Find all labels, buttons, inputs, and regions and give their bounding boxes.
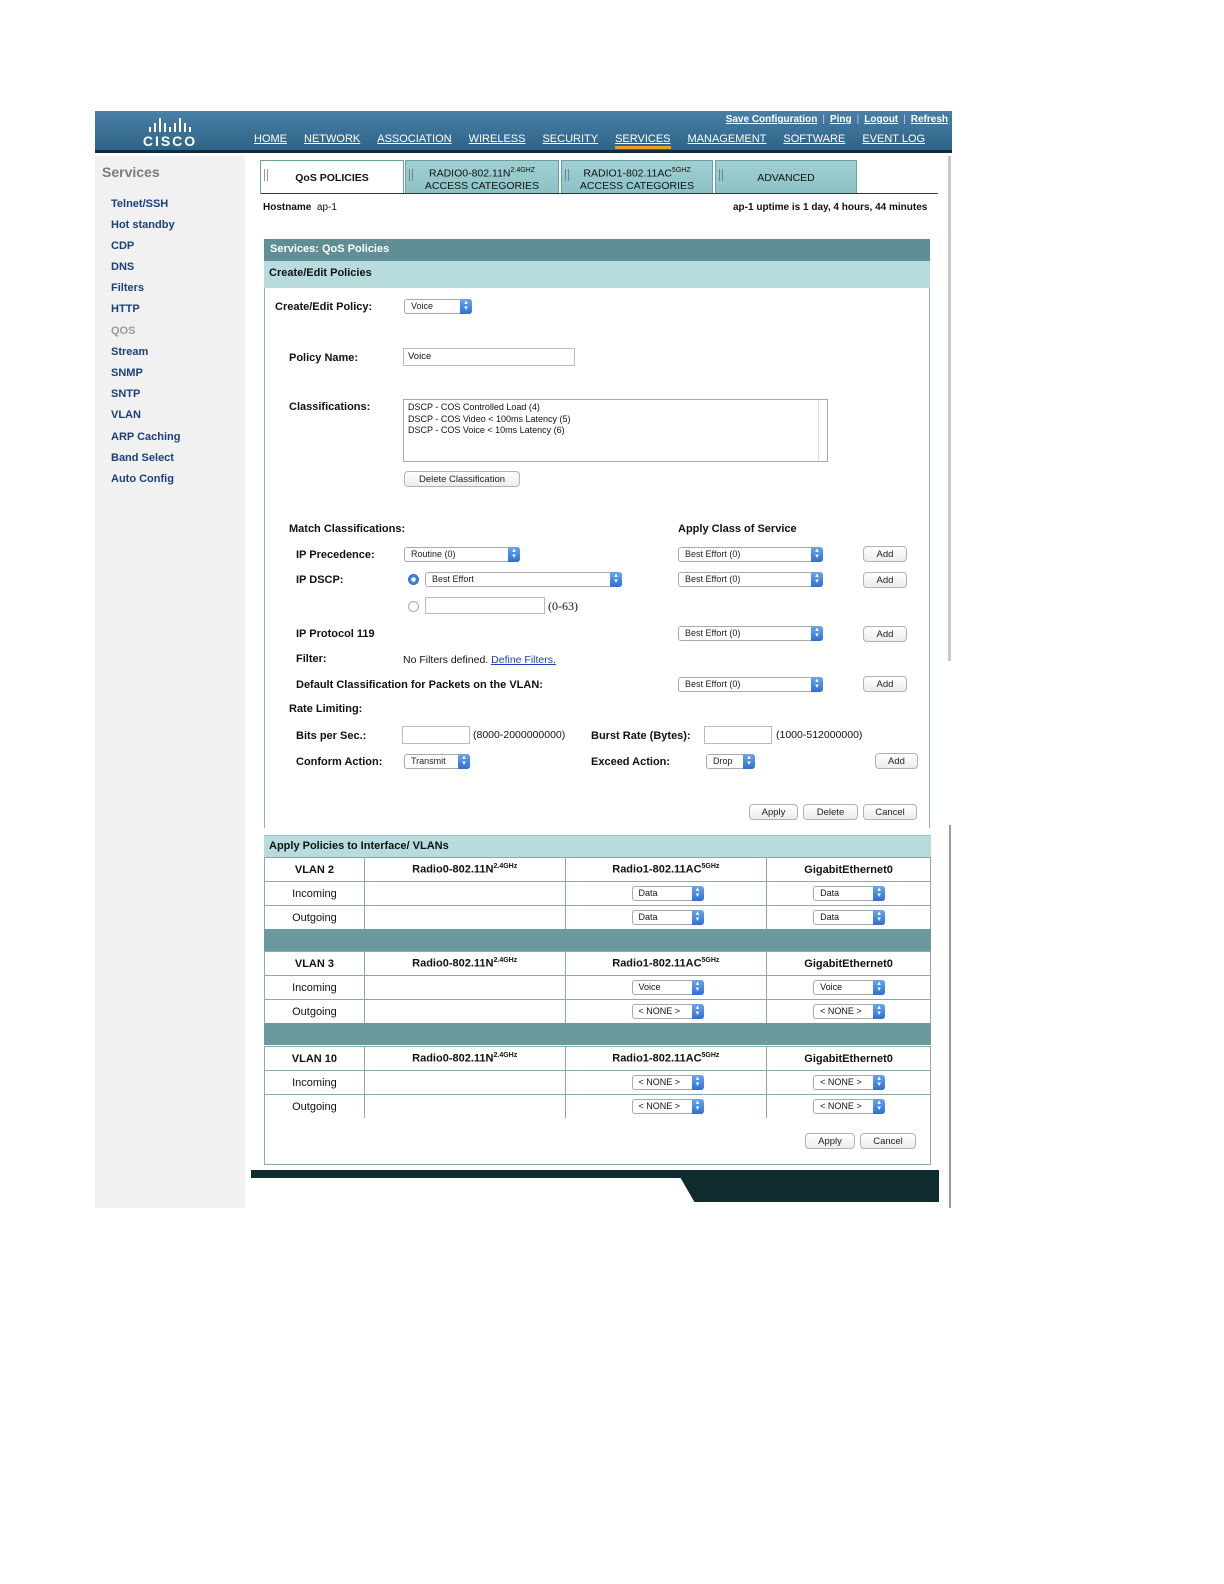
match-classifications-label: Match Classifications: xyxy=(289,523,406,535)
top-links: Save Configuration | Ping | Logout | Refresh xyxy=(725,114,948,125)
radio1-outgoing-cell xyxy=(565,906,767,930)
filter-label: Filter: xyxy=(296,653,327,665)
nav-association[interactable]: ASSOCIATION xyxy=(377,133,452,145)
nav-wireless[interactable]: WIRELESS xyxy=(468,133,526,145)
table-row xyxy=(265,1095,931,1119)
outgoing-label: Outgoing xyxy=(265,1095,365,1119)
uptime-display: ap-1 uptime is 1 day, 4 hours, 44 minutes xyxy=(733,202,928,213)
policy-name-input[interactable]: Voice xyxy=(403,348,575,366)
sidebar-item-stream[interactable]: Stream xyxy=(111,346,149,358)
table-row xyxy=(265,882,931,906)
select-arrows-icon: ▴ ▾ xyxy=(508,547,520,562)
radio1-incoming-value: Voice xyxy=(638,982,661,992)
select-arrows-icon: ▴ ▾ xyxy=(692,886,704,901)
radio0-incoming-cell xyxy=(364,882,565,906)
select-arrows-icon: ▴ ▾ xyxy=(458,754,470,769)
sidebar-item-hot-standby[interactable]: Hot standby xyxy=(111,219,175,231)
radio1-outgoing-cell xyxy=(565,1000,767,1024)
outgoing-label: Outgoing xyxy=(265,1000,365,1024)
tab-radio1-access-categories[interactable] xyxy=(561,160,713,194)
conform-action-value: Transmit xyxy=(411,756,446,766)
classification-item[interactable]: DSCP - COS Video < 100ms Latency (5) xyxy=(408,413,571,424)
tab-advanced-label: ADVANCED xyxy=(757,172,815,184)
col-gig: GigabitEthernet0 xyxy=(767,952,931,976)
col-radio1 xyxy=(565,952,767,976)
radio1-incoming-cell xyxy=(565,882,767,906)
vlan-name: VLAN 3 xyxy=(265,952,365,976)
ip-dscp-select[interactable] xyxy=(425,572,622,587)
create-edit-policy-select[interactable] xyxy=(404,299,472,314)
vlan-separator xyxy=(264,1023,931,1045)
vlan-2-table xyxy=(264,857,931,930)
delete-policy-button[interactable]: Delete xyxy=(803,804,858,820)
select-arrows-icon: ▴ ▾ xyxy=(460,299,472,314)
gig-incoming-value: Data xyxy=(820,888,840,898)
sidebar-item-snmp[interactable]: SNMP xyxy=(111,367,143,379)
cancel-policy-button[interactable]: Cancel xyxy=(863,804,917,820)
vlan-separator xyxy=(264,929,931,951)
top-header xyxy=(95,111,952,153)
gig-outgoing-select[interactable] xyxy=(813,1099,885,1114)
create-edit-policy-label: Create/Edit Policy: xyxy=(275,301,373,313)
col-radio0-band: 2.4GHz xyxy=(493,1052,518,1060)
gig-incoming-cell xyxy=(767,976,931,1000)
cancel-vlan-button[interactable]: Cancel xyxy=(860,1133,916,1149)
policy-name-label: Policy Name: xyxy=(289,352,359,364)
exceed-action-value: Drop xyxy=(713,756,733,766)
add-default-classification-button[interactable]: Add xyxy=(863,676,907,692)
conform-action-select[interactable] xyxy=(404,754,470,769)
gig-incoming-cell xyxy=(767,1071,931,1095)
apply-vlan-button[interactable]: Apply xyxy=(805,1133,855,1149)
tab-radio0-band: 2.4GHZ xyxy=(510,167,536,174)
select-arrows-icon: ▴ ▾ xyxy=(692,1075,704,1090)
ip-dscp-preset-radio[interactable] xyxy=(408,574,419,585)
col-radio0 xyxy=(364,858,565,882)
gig-outgoing-cell xyxy=(767,1095,931,1119)
tab-qos-label: QoS POLICIES xyxy=(295,172,369,184)
classification-item[interactable]: DSCP - COS Controlled Load (4) xyxy=(408,402,540,412)
gig-outgoing-select[interactable] xyxy=(813,910,885,925)
dscp-range-hint: (0-63) xyxy=(548,599,578,613)
rate-limiting-label: Rate Limiting: xyxy=(289,703,363,715)
select-arrows-icon: ▴ ▾ xyxy=(692,910,704,925)
select-arrows-icon: ▴ ▾ xyxy=(873,1004,885,1019)
radio0-outgoing-cell xyxy=(364,1000,565,1024)
footer-decoration xyxy=(676,1170,939,1202)
nav-software[interactable]: SOFTWARE xyxy=(783,133,846,145)
radio1-outgoing-value: < NONE > xyxy=(638,1006,681,1016)
hostname-display xyxy=(263,202,337,213)
incoming-label: Incoming xyxy=(265,976,365,1000)
main-nav xyxy=(254,133,942,149)
incoming-label: Incoming xyxy=(265,1071,365,1095)
nav-event-log[interactable]: EVENT LOG xyxy=(862,133,926,145)
radio1-incoming-select[interactable] xyxy=(632,980,704,995)
add-ip-precedence-button[interactable]: Add xyxy=(863,546,907,562)
tab-grip-icon xyxy=(264,169,268,181)
radio1-incoming-select[interactable] xyxy=(632,886,704,901)
tab-grip-icon xyxy=(565,169,569,181)
ip-protocol-label: IP Protocol 119 xyxy=(296,628,375,640)
col-radio1-band: 5GHz xyxy=(701,1052,720,1060)
tab-radio0-sublabel: ACCESS CATEGORIES xyxy=(424,179,540,192)
sidebar-item-auto-config[interactable]: Auto Config xyxy=(111,473,174,485)
select-arrows-icon: ▴ ▾ xyxy=(692,980,704,995)
sidebar-title: Services xyxy=(102,164,160,180)
apply-policy-button[interactable]: Apply xyxy=(749,804,798,820)
ip-dscp-cos-select[interactable] xyxy=(678,572,823,587)
gig-incoming-select[interactable] xyxy=(813,980,885,995)
select-arrows-icon: ▴ ▾ xyxy=(692,1099,704,1114)
ip-precedence-value: Routine (0) xyxy=(411,549,456,559)
cisco-logo-bars-icon xyxy=(141,115,199,132)
tab-qos-policies[interactable] xyxy=(260,160,404,194)
ip-precedence-label: IP Precedence: xyxy=(296,549,375,561)
vlan-name: VLAN 2 xyxy=(265,858,365,882)
gig-incoming-cell xyxy=(767,882,931,906)
radio1-outgoing-select[interactable] xyxy=(632,1099,704,1114)
logout-link[interactable]: Logout xyxy=(864,114,899,125)
select-arrows-icon: ▴ ▾ xyxy=(873,1099,885,1114)
exceed-action-select[interactable] xyxy=(706,754,755,769)
radio1-outgoing-value: Data xyxy=(638,912,658,922)
table-row xyxy=(265,1071,931,1095)
bits-per-sec-range: (8000-2000000000) xyxy=(473,729,566,741)
list-scrollbar[interactable] xyxy=(818,400,827,461)
col-radio1-band: 5GHz xyxy=(701,957,720,965)
vlan-10-table xyxy=(264,1046,931,1119)
nav-network[interactable]: NETWORK xyxy=(304,133,361,145)
add-ip-dscp-button[interactable]: Add xyxy=(863,572,907,588)
radio0-incoming-cell xyxy=(364,976,565,1000)
vlan-name: VLAN 10 xyxy=(265,1047,365,1071)
radio1-incoming-value: Data xyxy=(638,888,658,898)
select-arrows-icon: ▴ ▾ xyxy=(811,677,823,692)
panel-subtitle: Create/Edit Policies xyxy=(264,261,930,288)
select-arrows-icon: ▴ ▾ xyxy=(692,1004,704,1019)
default-classification-cos-select[interactable] xyxy=(678,677,823,692)
col-radio0-label: Radio0-802.11N xyxy=(412,957,494,970)
ip-dscp-custom-radio[interactable] xyxy=(408,601,419,612)
delete-classification-button[interactable]: Delete Classification xyxy=(404,471,520,487)
ip-precedence-select[interactable] xyxy=(404,547,520,562)
panel-title: Services: QoS Policies xyxy=(264,239,930,261)
col-gig: GigabitEthernet0 xyxy=(767,1047,931,1071)
col-radio1 xyxy=(565,858,767,882)
gig-outgoing-value: < NONE > xyxy=(820,1101,862,1111)
incoming-label: Incoming xyxy=(265,882,365,906)
table-row xyxy=(265,976,931,1000)
tab-divider xyxy=(261,193,938,194)
col-gig: GigabitEthernet0 xyxy=(767,858,931,882)
bits-per-sec-label: Bits per Sec.: xyxy=(296,730,367,742)
radio1-outgoing-cell xyxy=(565,1095,767,1119)
sidebar xyxy=(95,156,245,1208)
ip-dscp-cos-value: Best Effort (0) xyxy=(685,574,741,584)
apply-policies-title: Apply Policies to Interface/ VLANs xyxy=(264,835,931,857)
select-arrows-icon: ▴ ▾ xyxy=(811,547,823,562)
bits-per-sec-input[interactable] xyxy=(402,726,470,744)
burst-rate-range: (1000-512000000) xyxy=(776,729,863,741)
radio0-outgoing-cell xyxy=(364,906,565,930)
sidebar-item-arp-caching[interactable]: ARP Caching xyxy=(111,431,181,443)
gig-outgoing-cell xyxy=(767,1000,931,1024)
sidebar-item-qos[interactable]: QOS xyxy=(111,325,136,337)
col-radio0-label: Radio0-802.11N xyxy=(412,863,494,876)
sidebar-item-telnet-ssh[interactable]: Telnet/SSH xyxy=(111,198,169,210)
ip-protocol-cos-value: Best Effort (0) xyxy=(685,628,741,638)
sidebar-item-band-select[interactable]: Band Select xyxy=(111,452,174,464)
radio0-incoming-cell xyxy=(364,1071,565,1095)
conform-action-label: Conform Action: xyxy=(296,756,383,768)
create-edit-policy-value: Voice xyxy=(411,301,434,311)
sidebar-item-sntp[interactable]: SNTP xyxy=(111,388,141,400)
gig-incoming-select[interactable] xyxy=(813,886,885,901)
gig-incoming-value: < NONE > xyxy=(820,1077,862,1087)
vlan-3-table xyxy=(264,951,931,1024)
save-configuration-link[interactable]: Save Configuration xyxy=(725,114,818,125)
nav-services[interactable]: SERVICES xyxy=(615,133,670,149)
ip-precedence-cos-select[interactable] xyxy=(678,547,823,562)
col-radio0 xyxy=(364,1047,565,1071)
ip-protocol-cos-select[interactable] xyxy=(678,626,823,641)
hostname-value: ap-1 xyxy=(316,202,337,213)
col-radio0-label: Radio0-802.11N xyxy=(412,1052,494,1065)
nav-management[interactable]: MANAGEMENT xyxy=(687,133,767,145)
radio1-outgoing-select[interactable] xyxy=(632,910,704,925)
scrollbar-track xyxy=(949,825,951,1208)
tab-advanced[interactable] xyxy=(715,160,857,194)
tab-grip-icon xyxy=(719,169,723,181)
classifications-label: Classifications: xyxy=(289,401,371,413)
select-arrows-icon: ▴ ▾ xyxy=(811,626,823,641)
gig-outgoing-cell xyxy=(767,906,931,930)
ip-dscp-value: Best Effort xyxy=(432,574,474,584)
select-arrows-icon: ▴ ▾ xyxy=(873,910,885,925)
add-ip-protocol-button[interactable]: Add xyxy=(863,626,907,642)
define-filters-link[interactable]: Define Filters. xyxy=(491,654,556,666)
col-radio1 xyxy=(565,1047,767,1071)
select-arrows-icon: ▴ ▾ xyxy=(610,572,622,587)
no-filters-text: No Filters defined. xyxy=(403,654,489,666)
exceed-action-label: Exceed Action: xyxy=(591,756,671,768)
default-classification-label: Default Classification for Packets on the VLAN: xyxy=(296,679,543,691)
sidebar-item-dns[interactable]: DNS xyxy=(111,261,135,273)
apply-class-of-service-label: Apply Class of Service xyxy=(678,523,797,535)
classification-item[interactable]: DSCP - COS Voice < 10ms Latency (6) xyxy=(408,425,565,435)
tab-radio0-label: RADIO0-802.11N xyxy=(428,167,511,180)
logo-text: CISCO xyxy=(142,133,198,149)
tab-radio1-band: 5GHZ xyxy=(671,167,691,174)
select-arrows-icon: ▴ ▾ xyxy=(873,1075,885,1090)
col-radio0-band: 2.4GHz xyxy=(493,957,518,965)
add-rate-limit-button[interactable]: Add xyxy=(875,753,918,769)
refresh-link[interactable]: Refresh xyxy=(910,114,948,125)
select-arrows-icon: ▴ ▾ xyxy=(873,886,885,901)
ping-link[interactable]: Ping xyxy=(829,114,852,125)
radio1-outgoing-select[interactable] xyxy=(632,1004,704,1019)
nav-home[interactable]: HOME xyxy=(254,133,287,145)
col-radio1-label: Radio1-802.11AC xyxy=(612,957,702,970)
outgoing-label: Outgoing xyxy=(265,906,365,930)
select-arrows-icon: ▴ ▾ xyxy=(873,980,885,995)
col-radio1-label: Radio1-802.11AC xyxy=(612,863,702,876)
scrollbar[interactable] xyxy=(948,156,951,661)
col-radio1-label: Radio1-802.11AC xyxy=(612,1052,702,1065)
radio1-incoming-value: < NONE > xyxy=(638,1077,681,1087)
ip-precedence-cos-value: Best Effort (0) xyxy=(685,549,741,559)
radio1-incoming-cell xyxy=(565,976,767,1000)
sidebar-item-http[interactable]: HTTP xyxy=(111,303,140,315)
sidebar-item-cdp[interactable]: CDP xyxy=(111,240,135,252)
default-classification-cos-value: Best Effort (0) xyxy=(685,679,741,689)
gig-outgoing-value: < NONE > xyxy=(820,1006,862,1016)
sidebar-item-vlan[interactable]: VLAN xyxy=(111,409,141,421)
ip-dscp-custom-input[interactable] xyxy=(425,597,545,614)
col-radio0-band: 2.4GHz xyxy=(493,863,518,871)
nav-security[interactable]: SECURITY xyxy=(542,133,599,145)
radio1-outgoing-value: < NONE > xyxy=(638,1101,681,1111)
classifications-list[interactable] xyxy=(403,399,828,462)
tab-grip-icon xyxy=(409,169,413,181)
burst-rate-label: Burst Rate (Bytes): xyxy=(591,730,691,742)
radio1-incoming-select[interactable] xyxy=(632,1075,704,1090)
radio1-incoming-cell xyxy=(565,1071,767,1095)
tab-radio0-access-categories[interactable] xyxy=(405,160,559,194)
select-arrows-icon: ▴ ▾ xyxy=(811,572,823,587)
sidebar-item-filters[interactable]: Filters xyxy=(111,282,145,294)
gig-outgoing-select[interactable] xyxy=(813,1004,885,1019)
col-radio0 xyxy=(364,952,565,976)
burst-rate-input[interactable] xyxy=(704,726,772,744)
gig-incoming-value: Voice xyxy=(820,982,843,992)
table-row xyxy=(265,906,931,930)
filter-status xyxy=(403,654,556,666)
col-radio1-band: 5GHz xyxy=(701,863,720,871)
tab-radio1-label: RADIO1-802.11AC xyxy=(583,167,672,180)
cisco-logo xyxy=(141,115,199,149)
ip-dscp-label: IP DSCP: xyxy=(296,574,344,586)
table-row xyxy=(265,1000,931,1024)
hostname-label: Hostname xyxy=(263,202,312,213)
tab-radio1-sublabel: ACCESS CATEGORIES xyxy=(579,179,695,192)
radio0-outgoing-cell xyxy=(364,1095,565,1119)
select-arrows-icon: ▴ ▾ xyxy=(743,754,755,769)
gig-incoming-select[interactable] xyxy=(813,1075,885,1090)
gig-outgoing-value: Data xyxy=(820,912,840,922)
